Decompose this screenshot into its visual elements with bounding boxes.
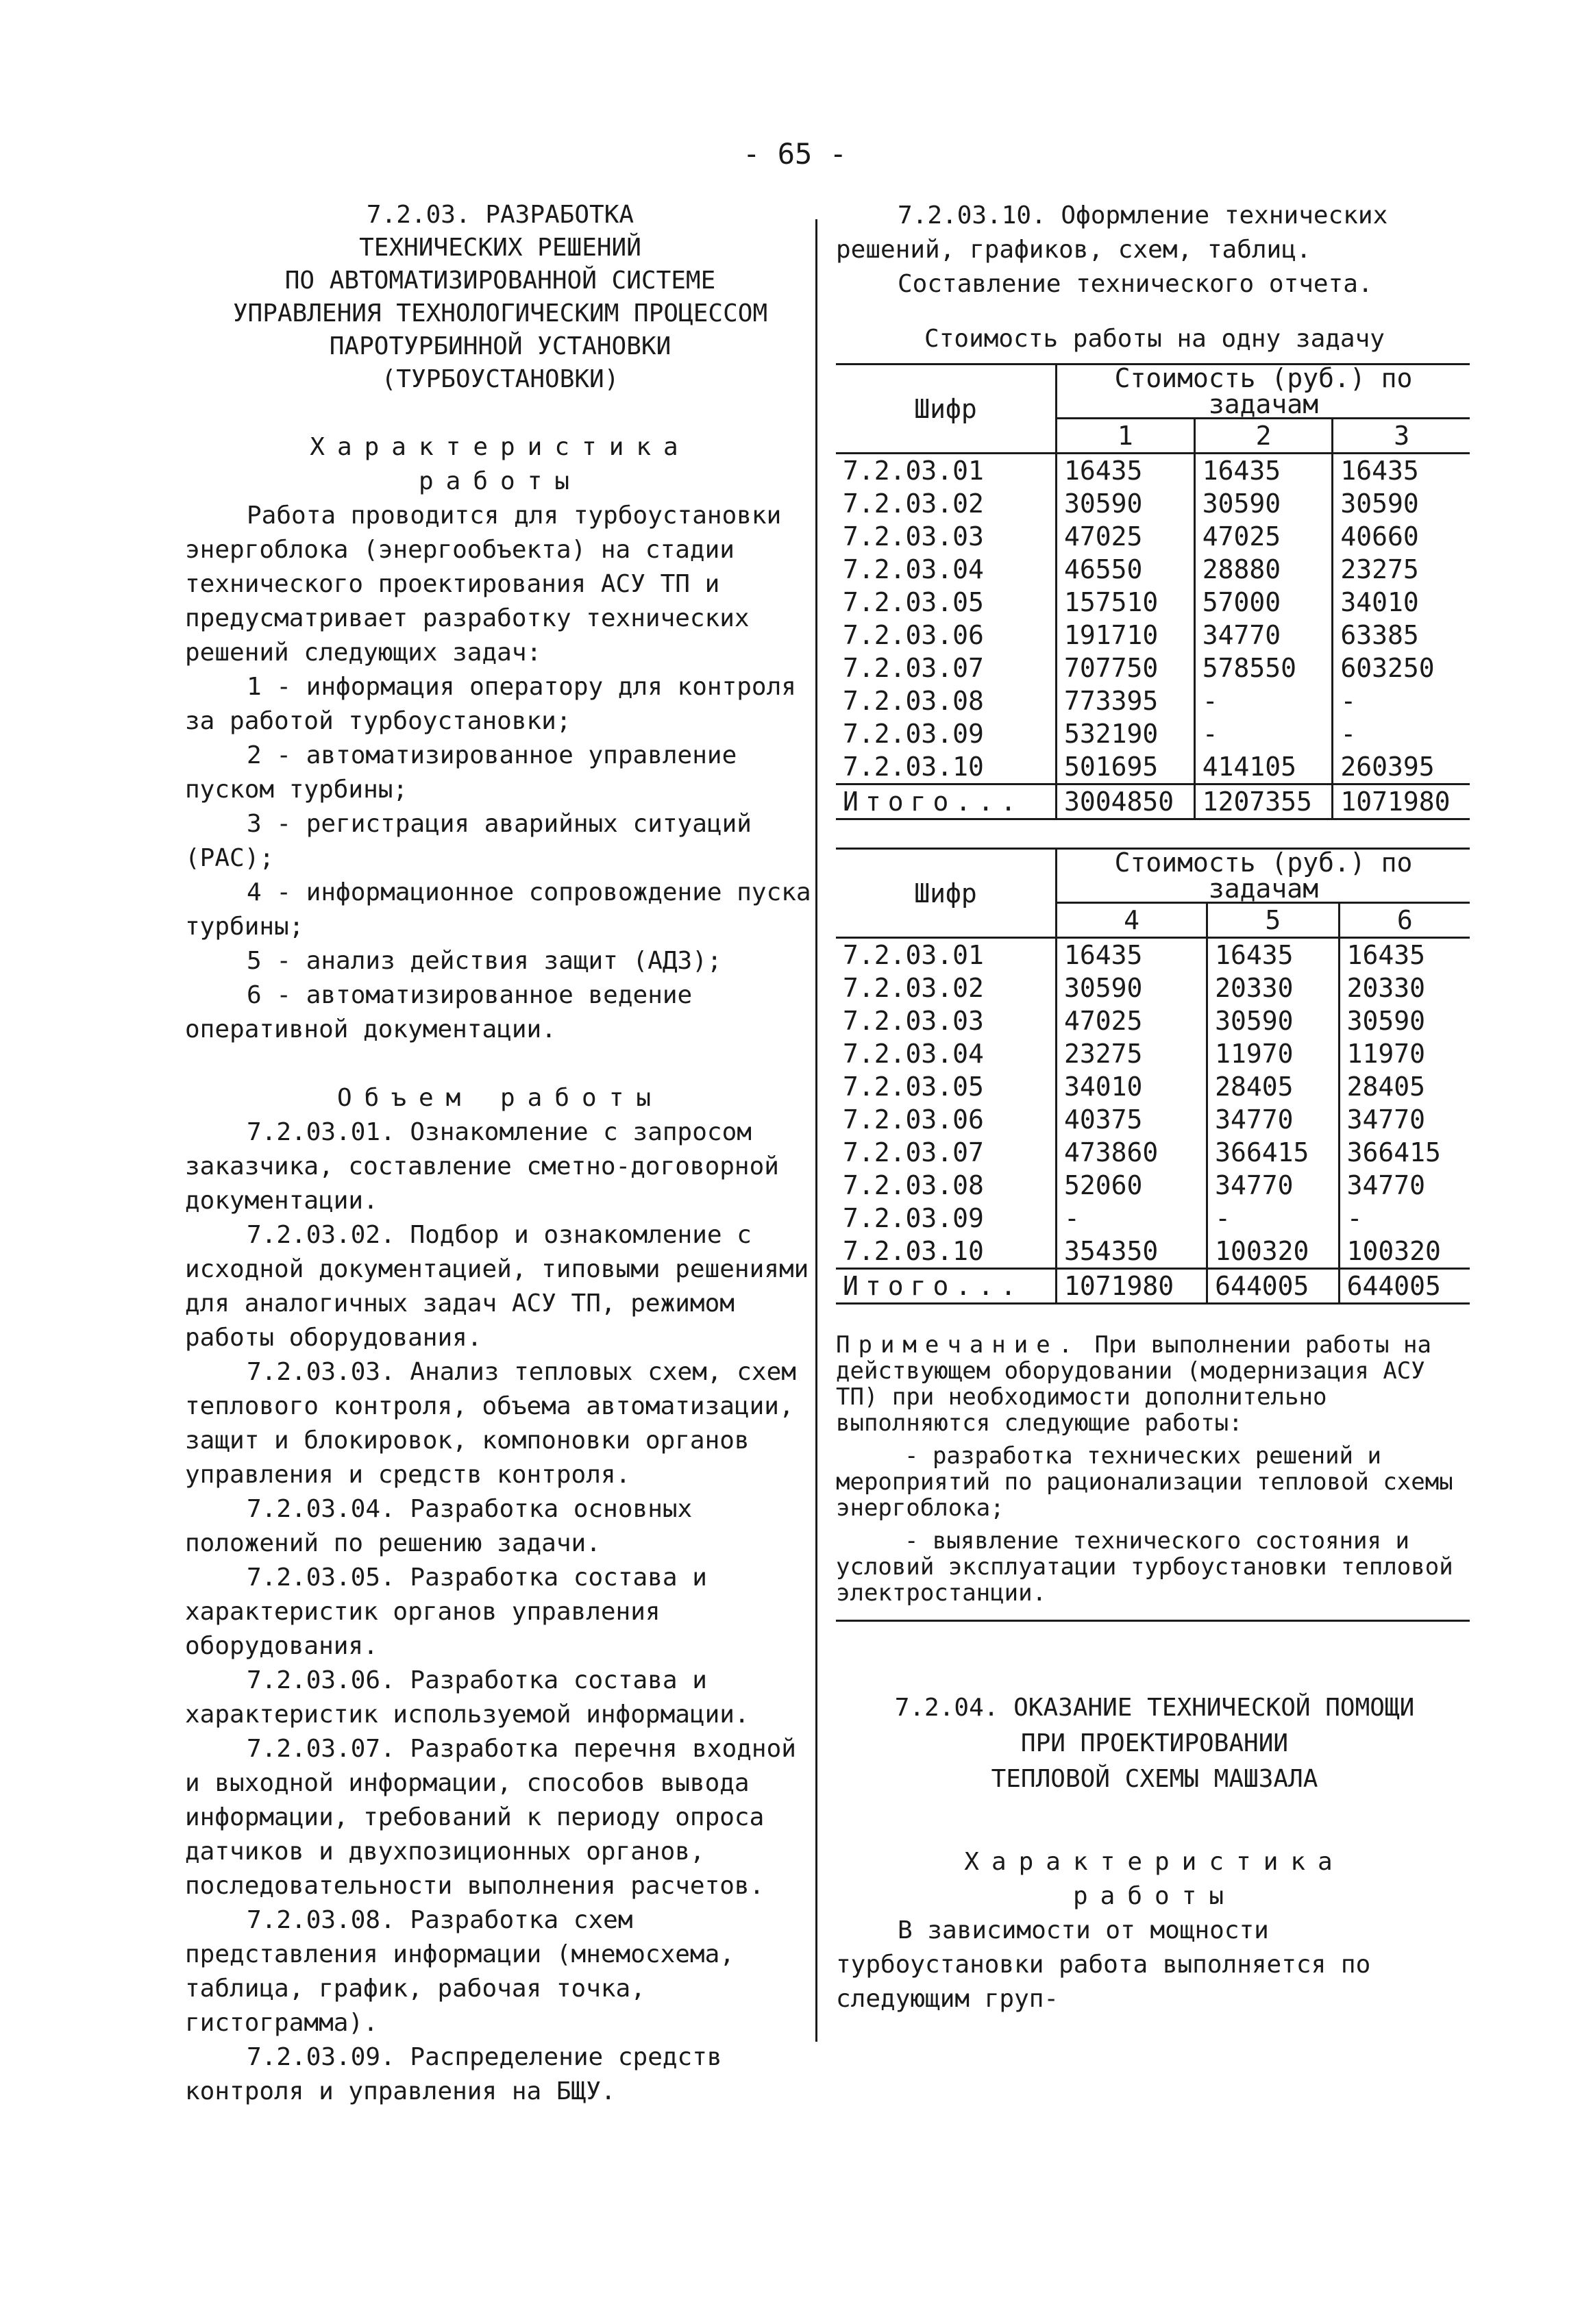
table-row: 7.2.03.07 473860 366415 366415 [836, 1136, 1470, 1169]
note-block [836, 1332, 1473, 1606]
heading-line: (ТУРБОУСТАНОВКИ) [381, 365, 619, 393]
cost-header: Стоимость (руб.) по задачам [1057, 849, 1470, 903]
characteristic-title: Характеристика [310, 433, 691, 461]
characteristic-subtitle: работы [1072, 1882, 1237, 1910]
table-row: 7.2.03.04 23275 11970 11970 [836, 1037, 1470, 1070]
task-number: 1 [1057, 419, 1195, 454]
task-number: 6 [1339, 903, 1470, 938]
table-row: 7.2.03.05 157510 57000 34010 [836, 586, 1470, 619]
task-item: 1 - информация оператору для контроля за работой турбоустановки; [185, 673, 796, 735]
volume-item: 7.2.03.07. Разработка перечня входной и выходной информации, способов вывода информации, требований к периоду опроса датчиков и двухпозиционных органов, последовательности выполнения расчетов. [185, 1735, 796, 1900]
volume-item: 7.2.03.01. Ознакомление с запросом заказчика, составление сметно-договорной документации. [185, 1118, 779, 1215]
task-item: 2 - автоматизированное управление пуском турбины; [185, 741, 737, 804]
heading-line: ТЕПЛОВОЙ СХЕМЫ МАШЗАЛА [991, 1765, 1318, 1793]
column-divider [815, 219, 817, 2042]
task-number: 4 [1057, 903, 1207, 938]
table-row: 7.2.03.10 501695 414105 260395 [836, 750, 1470, 784]
note-rule [836, 1620, 1470, 1622]
table-row: 7.2.03.05 34010 28405 28405 [836, 1070, 1470, 1103]
heading-line: 7.2.04. ОКАЗАНИЕ ТЕХНИЧЕСКОЙ ПОМОЩИ [894, 1694, 1415, 1722]
table-row: 7.2.03.10 354350 100320 100320 [836, 1235, 1470, 1269]
heading-line: УПРАВЛЕНИЯ ТЕХНОЛОГИЧЕСКИМ ПРОЦЕССОМ [232, 299, 768, 327]
total-row: Итого... 3004850 1207355 1071980 [836, 784, 1470, 819]
note-paragraph [836, 1332, 1473, 1436]
table-row: 7.2.03.09 532190 - - [836, 717, 1470, 750]
heading-line: ПО АВТОМАТИЗИРОВАННОЙ СИСТЕМЕ [284, 267, 716, 295]
item-report: Составление технического отчета. [898, 270, 1373, 298]
note-lead: Примечание. [836, 1331, 1081, 1359]
left-column [185, 199, 815, 2109]
table-row: 7.2.03.03 47025 47025 40660 [836, 520, 1470, 553]
characteristic-subtitle: работы [418, 467, 582, 495]
volume-item: 7.2.03.06. Разработка состава и характеристик используемой информации. [185, 1666, 750, 1729]
section-heading-2 [836, 1690, 1473, 1797]
characteristic-title: Характеристика [964, 1848, 1345, 1876]
section-heading [185, 199, 815, 396]
table-row: 7.2.03.01 16435 16435 16435 [836, 938, 1470, 972]
right-column [836, 199, 1473, 2016]
code-header: Шифр [914, 393, 977, 424]
task-item: 3 - регистрация аварийных ситуаций (РАС); [185, 810, 752, 872]
page-number: - 65 - [743, 137, 847, 171]
item-10: 7.2.03.10. Оформление технических решений, графиков, схем, таблиц. [836, 201, 1388, 264]
cost-table-1 [836, 363, 1470, 820]
task-item: 4 - информационное сопровождение пуска турбины; [185, 878, 811, 941]
task-number: 5 [1207, 903, 1340, 938]
volume-title: Объем работы [336, 1084, 664, 1112]
code-header: Шифр [914, 878, 977, 908]
table-row: 7.2.03.08 52060 34770 34770 [836, 1169, 1470, 1202]
table-row: 7.2.03.03 47025 30590 30590 [836, 1004, 1470, 1037]
table-row: 7.2.03.09 - - - [836, 1202, 1470, 1235]
heading-line: ПРИ ПРОЕКТИРОВАНИИ [1020, 1729, 1289, 1757]
total-row: Итого... 1071980 644005 644005 [836, 1269, 1470, 1304]
table-row: 7.2.03.02 30590 20330 20330 [836, 972, 1470, 1004]
note-item: - разработка технических решений и мероприятий по рационализации тепловой схемы энергоблока; [836, 1442, 1453, 1522]
volume-item: 7.2.03.09. Распределение средств контроля и управления на БЩУ. [185, 2043, 722, 2105]
volume-item: 7.2.03.02. Подбор и ознакомление с исходной документацией, типовыми решениями для аналогичных задач АСУ ТП, режимом работы оборудования. [185, 1221, 809, 1352]
task-item: 5 - анализ действия защит (АДЗ); [247, 947, 722, 975]
note-item: - выявление технического состояния и условий эксплуатации турбоустановки тепловой электростанции. [836, 1527, 1453, 1607]
volume-item: 7.2.03.05. Разработка состава и характеристик органов управления оборудования. [185, 1563, 707, 1660]
table-row: 7.2.03.07 707750 578550 603250 [836, 652, 1470, 684]
volume-item: 7.2.03.08. Разработка схем представления информации (мнемосхема, таблица, график, рабочая точка, гистограмма). [185, 1906, 735, 2037]
volume-item: 7.2.03.03. Анализ тепловых схем, схем теплового контроля, объема автоматизации, защит и блокировок, компоновки органов управления и средств контроля. [185, 1358, 796, 1489]
last-paragraph: В зависимости от мощности турбоустановки работа выполняется по следующим груп- [836, 1916, 1371, 2013]
cost-header: Стоимость (руб.) по задачам [1057, 364, 1470, 419]
task-number: 2 [1194, 419, 1333, 454]
note-text: При выполнении работы на действующем оборудовании (модернизация АСУ ТП) при необходимости дополнительно выполняются следующие работы: [836, 1331, 1431, 1437]
table-row: 7.2.03.01 16435 16435 16435 [836, 454, 1470, 488]
cost-title: Стоимость работы на одну задачу [924, 325, 1385, 353]
heading-line: ПАРОТУРБИННОЙ УСТАНОВКИ [329, 332, 671, 360]
cost-table-2 [836, 848, 1470, 1305]
task-item: 6 - автоматизированное ведение оперативной документации. [185, 981, 693, 1043]
table-row: 7.2.03.06 191710 34770 63385 [836, 619, 1470, 652]
table-row: 7.2.03.04 46550 28880 23275 [836, 553, 1470, 586]
table-row: 7.2.03.02 30590 30590 30590 [836, 487, 1470, 520]
heading-line: 7.2.03. РАЗРАБОТКА [366, 201, 634, 229]
heading-line: ТЕХНИЧЕСКИХ РЕШЕНИЙ [359, 234, 641, 262]
volume-item: 7.2.03.04. Разработка основных положений по решению задачи. [185, 1495, 693, 1557]
task-number: 3 [1333, 419, 1470, 454]
intro-paragraph: Работа проводится для турбоустановки энергоблока (энергообъекта) на стадии технического проектирования АСУ ТП и предусматривает разработку технических решений следующих задач: [185, 502, 782, 667]
table-row: 7.2.03.06 40375 34770 34770 [836, 1103, 1470, 1136]
table-row: 7.2.03.08 773395 - - [836, 684, 1470, 717]
